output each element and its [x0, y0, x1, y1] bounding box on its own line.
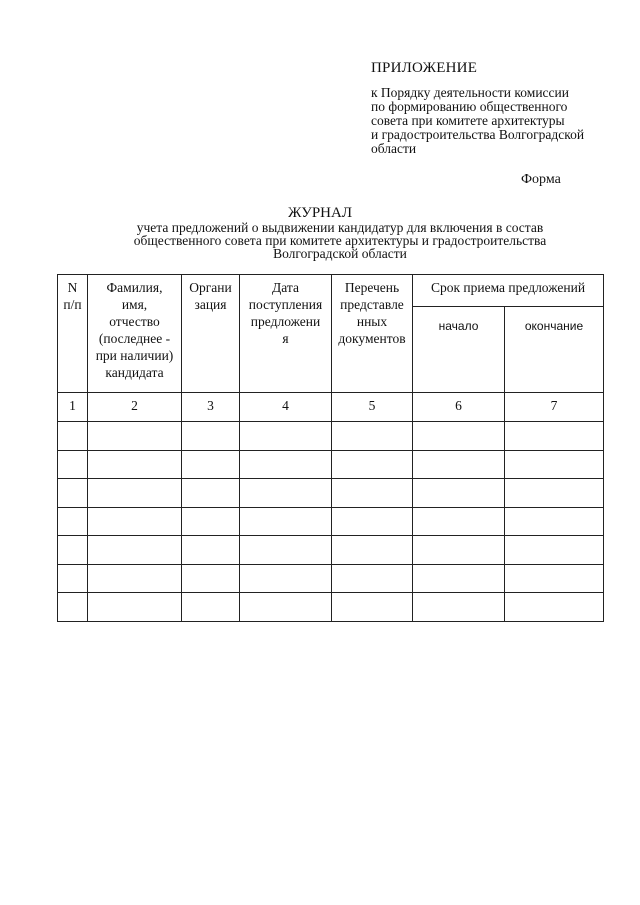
table-row	[58, 450, 604, 479]
table-row	[58, 507, 604, 536]
subtitle-line: учета предложений о выдвижении кандидатур для включения в состав	[136, 220, 544, 235]
column-number: 2	[88, 393, 182, 422]
table-cell	[182, 507, 240, 536]
table-cell	[413, 507, 505, 536]
table-cell	[182, 479, 240, 508]
column-number-row	[58, 393, 604, 422]
appendix-line: области	[371, 141, 417, 156]
table-cell	[413, 422, 505, 451]
table-cell	[240, 479, 332, 508]
table-cell	[332, 593, 413, 622]
table-cell	[332, 450, 413, 479]
table-cell	[58, 564, 88, 593]
table-cell	[332, 536, 413, 565]
table-cell	[182, 422, 240, 451]
table-cell	[240, 507, 332, 536]
header-start: начало	[413, 307, 505, 393]
table-cell	[505, 593, 604, 622]
table-cell	[332, 564, 413, 593]
table-cell	[182, 536, 240, 565]
appendix-line: по формированию общественного	[371, 99, 568, 114]
header-name: Фамилия, имя, отчество (последнее - при наличии) кандидата	[88, 275, 182, 393]
header-period: Срок приема предложений	[413, 275, 604, 307]
header-date: Дата поступления предложени я	[240, 275, 332, 393]
appendix-line: совета при комитете архитектуры	[371, 113, 565, 128]
table-cell	[88, 536, 182, 565]
table-cell	[332, 479, 413, 508]
header-documents: Перечень представле нных документов	[332, 275, 413, 393]
table-cell	[413, 479, 505, 508]
table-cell	[413, 593, 505, 622]
table-cell	[88, 422, 182, 451]
appendix-line: к Порядку деятельности комиссии	[371, 85, 569, 100]
header-row	[58, 275, 604, 307]
table-cell	[58, 507, 88, 536]
table-cell	[332, 422, 413, 451]
table-cell	[58, 422, 88, 451]
table-cell	[88, 507, 182, 536]
subtitle-line: общественного совета при комитете архитектуры и градостроительства	[133, 233, 547, 248]
header-organization: Органи зация	[182, 275, 240, 393]
table-cell	[332, 507, 413, 536]
table-cell	[240, 450, 332, 479]
column-number: 5	[332, 393, 413, 422]
subtitle-line: Волгоградской области	[273, 246, 407, 261]
table-cell	[505, 507, 604, 536]
table-cell	[58, 479, 88, 508]
table-cell	[240, 593, 332, 622]
table-cell	[505, 422, 604, 451]
column-number: 6	[413, 393, 505, 422]
table-row	[58, 536, 604, 565]
table-cell	[88, 450, 182, 479]
table-cell	[413, 536, 505, 565]
table-cell	[240, 564, 332, 593]
table-cell	[58, 536, 88, 565]
column-number: 1	[58, 393, 88, 422]
table-row	[58, 564, 604, 593]
empty-rows	[58, 422, 604, 622]
table-cell	[505, 536, 604, 565]
table-cell	[505, 479, 604, 508]
journal-title: ЖУРНАЛ	[287, 205, 353, 221]
table-row	[58, 479, 604, 508]
table-cell	[505, 450, 604, 479]
column-number: 7	[505, 393, 604, 422]
table-cell	[413, 450, 505, 479]
table-cell	[88, 593, 182, 622]
table-cell	[182, 564, 240, 593]
form-label: Форма	[521, 172, 561, 187]
table-cell	[413, 564, 505, 593]
header-end: окончание	[505, 307, 604, 393]
table-row	[58, 422, 604, 451]
table-cell	[182, 450, 240, 479]
appendix-text	[371, 86, 633, 156]
header-num: N п/п	[58, 275, 88, 393]
appendix-title: ПРИЛОЖЕНИЕ	[371, 60, 478, 76]
journal-subtitle	[60, 221, 620, 260]
table-cell	[505, 564, 604, 593]
table-cell	[88, 564, 182, 593]
table-cell	[240, 422, 332, 451]
journal-table	[57, 274, 604, 622]
table-cell	[58, 593, 88, 622]
appendix-line: и градостроительства Волгоградской	[371, 127, 585, 142]
column-number: 3	[182, 393, 240, 422]
table-row	[58, 593, 604, 622]
column-number: 4	[240, 393, 332, 422]
table-cell	[240, 536, 332, 565]
table-cell	[88, 479, 182, 508]
table-cell	[58, 450, 88, 479]
table-cell	[182, 593, 240, 622]
